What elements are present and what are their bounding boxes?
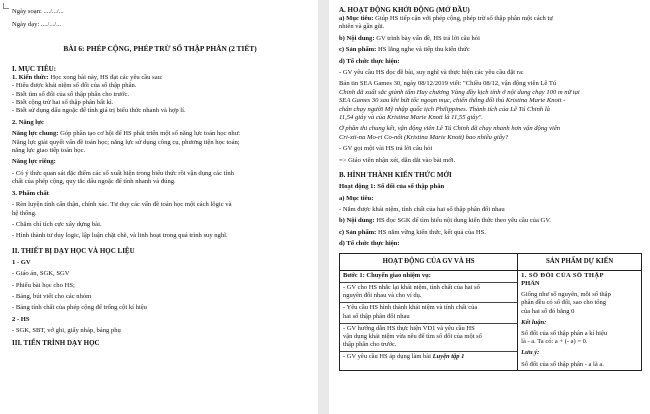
list-item: - SGK, SBT, vở ghi, giấy nháp, bảng phụ xyxy=(12,327,121,335)
teacher-heading: 1 - GV xyxy=(12,258,31,266)
list-item: hệ thống. xyxy=(12,209,37,217)
section-process: III. TIẾN TRÌNH DẠY HỌC xyxy=(12,338,100,347)
lesson-title: BÀI 6: PHÉP CỘNG, PHÉP TRỪ SỐ THẬP PHÂN (2 TIẾT) xyxy=(63,43,257,53)
product-label: c) Sản phẩm: xyxy=(339,228,379,236)
objective-label: a) Mục tiêu: xyxy=(339,15,376,22)
column-header-activities: HOẠT ĐỘNG CỦA GV VÀ HS xyxy=(340,253,518,270)
step-title: Bước 1: Chuyển giao nhiệm vụ: xyxy=(343,271,431,279)
cell-line: - GV cho HS nhắc lại khái niệm, tính chất của hai số xyxy=(343,283,480,291)
content-text: GV trình bày vấn đề, HS trả lời câu hỏi xyxy=(376,34,480,42)
cell-line: của hai số đó bằng 0 xyxy=(521,307,575,315)
cell-line: là - a. Ta có: a + (- a) = 0. xyxy=(521,338,588,346)
activity-table xyxy=(339,253,642,371)
product-label: c) Sản phẩm: xyxy=(339,46,379,54)
date-prepared: Ngày soạn: ..../.../... xyxy=(12,8,64,15)
news-line: Bản tin SEA Games 30, ngày 08/12/2019 viết: "Chiều 08/12, vận động viên Lê Tú xyxy=(339,80,557,88)
list-item: - Phiếu bài học cho HS; xyxy=(12,281,75,289)
general-competence-label: Năng lực chung: xyxy=(12,130,61,138)
objective-label: a) Mục tiêu: xyxy=(339,194,374,202)
objective-text-cont: nhiên và gần gũi. xyxy=(339,23,385,31)
activities-cell xyxy=(340,270,518,370)
teacher-call: - GV gọi một vài HS trả lời câu hỏi xyxy=(339,145,433,153)
teacher-lead: => Giáo viên nhận xét, dẫn dắt vào bài mới. xyxy=(339,156,456,164)
activity-b-heading: B. HÌNH THÀNH KIẾN THỨC MỚI xyxy=(339,171,452,180)
competence-heading: 2. Năng lực xyxy=(12,118,44,126)
activity-1-title: Hoạt động 1: Số đối của số thập phân xyxy=(339,183,445,191)
student-heading: 2 - HS xyxy=(12,315,30,323)
news-line: Chinh đã xuất sắc giành tấm Huy chương Vàng đầy kịch tính ở nội dung chạy 100 m nữ tại xyxy=(339,88,580,96)
content-text: HS đọc SGK để tìm hiểu nội dung kiến thức theo yêu cầu của GV. xyxy=(376,217,551,225)
list-item: - Có ý thức quan sát đặc điểm các số xuất hiện trong biểu thức rồi vận dụng các tính xyxy=(12,169,234,177)
column-header-products: SẢN PHẨM DỰ KIẾN xyxy=(518,253,642,270)
list-item: - Chăm chỉ tích cực xây dựng bài. xyxy=(12,220,102,228)
conclusion-label: Kết luận: xyxy=(521,318,547,326)
organization-label: d) Tổ chức thực hiện: xyxy=(339,57,400,65)
content-label: b) Nội dung: xyxy=(339,217,377,225)
list-item: - Biết sử dụng dấu ngoặc để tính giá trị biểu thức nhanh và hợp lí. xyxy=(12,107,186,115)
product-text: HS lắng nghe và tiếp thu kiến thức xyxy=(378,46,470,54)
list-item: - Biết tìm số đối của số thập phân cho trước. xyxy=(12,90,130,98)
list-item: - Hình thành tư duy logic, lập luận chặt chẽ, và linh hoạt trong quá trình suy nghĩ. xyxy=(12,232,228,240)
list-item: năng lực giao tiếp toán học. xyxy=(12,147,86,155)
list-item: chất của phép cộng, quy tắc dấu ngoặc để tính nhanh và đúng. xyxy=(12,178,176,186)
activity-a-heading: A. HOẠT ĐỘNG KHỞI ĐỘNG (MỞ ĐẦU) xyxy=(339,6,470,14)
cell-line: phân đều có số đối, sao cho tổng xyxy=(521,299,607,307)
cell-line: vận dụng khái niệm vừa nêu để tìm số đối của một số xyxy=(343,332,482,340)
knowledge-label: 1. Kiến thức: xyxy=(12,73,51,81)
cell-line: thập phân cho trước. xyxy=(343,341,397,349)
cell-line: - GV hướng dẫn HS thực hiện VD1 và yêu cầu HS xyxy=(343,324,475,332)
cell-line: nguyên đối nhau và cho ví dụ. xyxy=(343,292,422,300)
knowledge-intro: Học xong bài này, HS đạt các yêu cầu sau: xyxy=(50,73,163,81)
date-taught: Ngày dạy: ..../.../... xyxy=(12,21,62,29)
table-row xyxy=(340,270,642,370)
products-cell xyxy=(518,270,642,370)
content-label: b) Nội dung: xyxy=(339,34,377,42)
qualities-heading: 3. Phẩm chất xyxy=(12,189,49,197)
cell-line: - GV yêu cầu HS áp dụng làm bài xyxy=(343,353,433,361)
list-item: - Bảng tính chất của phép cộng để trống cột kí hiệu xyxy=(12,304,147,312)
list-item: - Hiểu được khái niệm số đối của số thập phân. xyxy=(12,82,137,90)
objective-text: Giúp HS tiếp cận với phép cộng, phép trừ số thập phân một cách tự xyxy=(375,15,553,22)
product-heading: 1. SỐ ĐỐI CỦA SỐ THẬP xyxy=(521,271,604,279)
section-objectives: I. MỤC TIÊU: xyxy=(12,64,57,73)
objective-text: - Nắm được khái niệm, tính chất của hai số thập phân đối nhau xyxy=(339,205,505,213)
section-equipment: II. THIẾT BỊ DẠY HỌC VÀ HỌC LIỆU xyxy=(12,246,135,255)
organization-label: d) Tổ chức thực hiện: xyxy=(339,240,400,248)
cell-line: - Yêu cầu HS hình thành khái niệm và tính chất của xyxy=(343,304,478,312)
right-page xyxy=(329,0,650,414)
news-line: 11,54 giây và của Kristina Marie Knott là 11,55 giây". xyxy=(339,114,483,122)
question-line: Cri-xti-na Mo-ri Co-nốt (Kristina Marie Knott) bao nhiêu giây? xyxy=(339,133,509,141)
product-text: HS nắm vững kiến thức, kết quả của HS. xyxy=(378,228,486,236)
product-heading: PHÂN xyxy=(521,279,540,287)
cell-line: Số đối của số thập phân a kí hiệu xyxy=(521,329,608,337)
list-item: - Bảng, bút viết cho các nhóm xyxy=(12,292,92,300)
news-line: SEA Games 30 sau khi bứt tốc ngoạn mục, chiến thắng đối thủ Kristina Marie Knott - xyxy=(339,97,566,105)
left-page xyxy=(0,0,318,414)
general-competence-text: Góp phần tạo cơ hội để HS phát triển một số năng lực toán học như: xyxy=(60,130,241,138)
list-item: - Rèn luyện tính cẩn thận, chính xác. Tư duy các vấn đề toán học một cách lôgic và xyxy=(12,201,232,209)
teacher-request: - GV yêu cầu HS đọc đề bài, suy nghĩ và thực hiện các yêu cầu đặt ra: xyxy=(339,69,524,77)
specific-competence-label: Năng lực riêng: xyxy=(12,158,56,166)
corner-mark xyxy=(3,3,9,9)
list-item: Năng lực giải quyết vấn đề toán học; năng lực sử dụng công cụ, phương tiện học toán; xyxy=(12,138,240,146)
cell-line: hai số thập phân đối nhau xyxy=(343,312,410,320)
list-item: - Giáo án, SGK, SGV xyxy=(12,270,70,278)
cell-line: Giống như số nguyên, mỗi số thập xyxy=(521,291,611,299)
note-label: Lưu ý: xyxy=(521,349,540,357)
news-line: chân chạy người Mỹ nhập quốc tịch Philippines. Thành tích của Lê Tú Chinh là xyxy=(339,105,550,113)
list-item: - Biết cộng trừ hai số thập phân bất kì. xyxy=(12,99,114,107)
exercise-ref: Luyện tập 1 xyxy=(432,353,465,361)
question-line: Ở phần thi chung kết, vận động viên Lê Tú Chinh đã chạy nhanh hơn vận động viên xyxy=(339,125,561,133)
cell-line: Số đối của số thập phân - a là a. xyxy=(521,360,604,368)
